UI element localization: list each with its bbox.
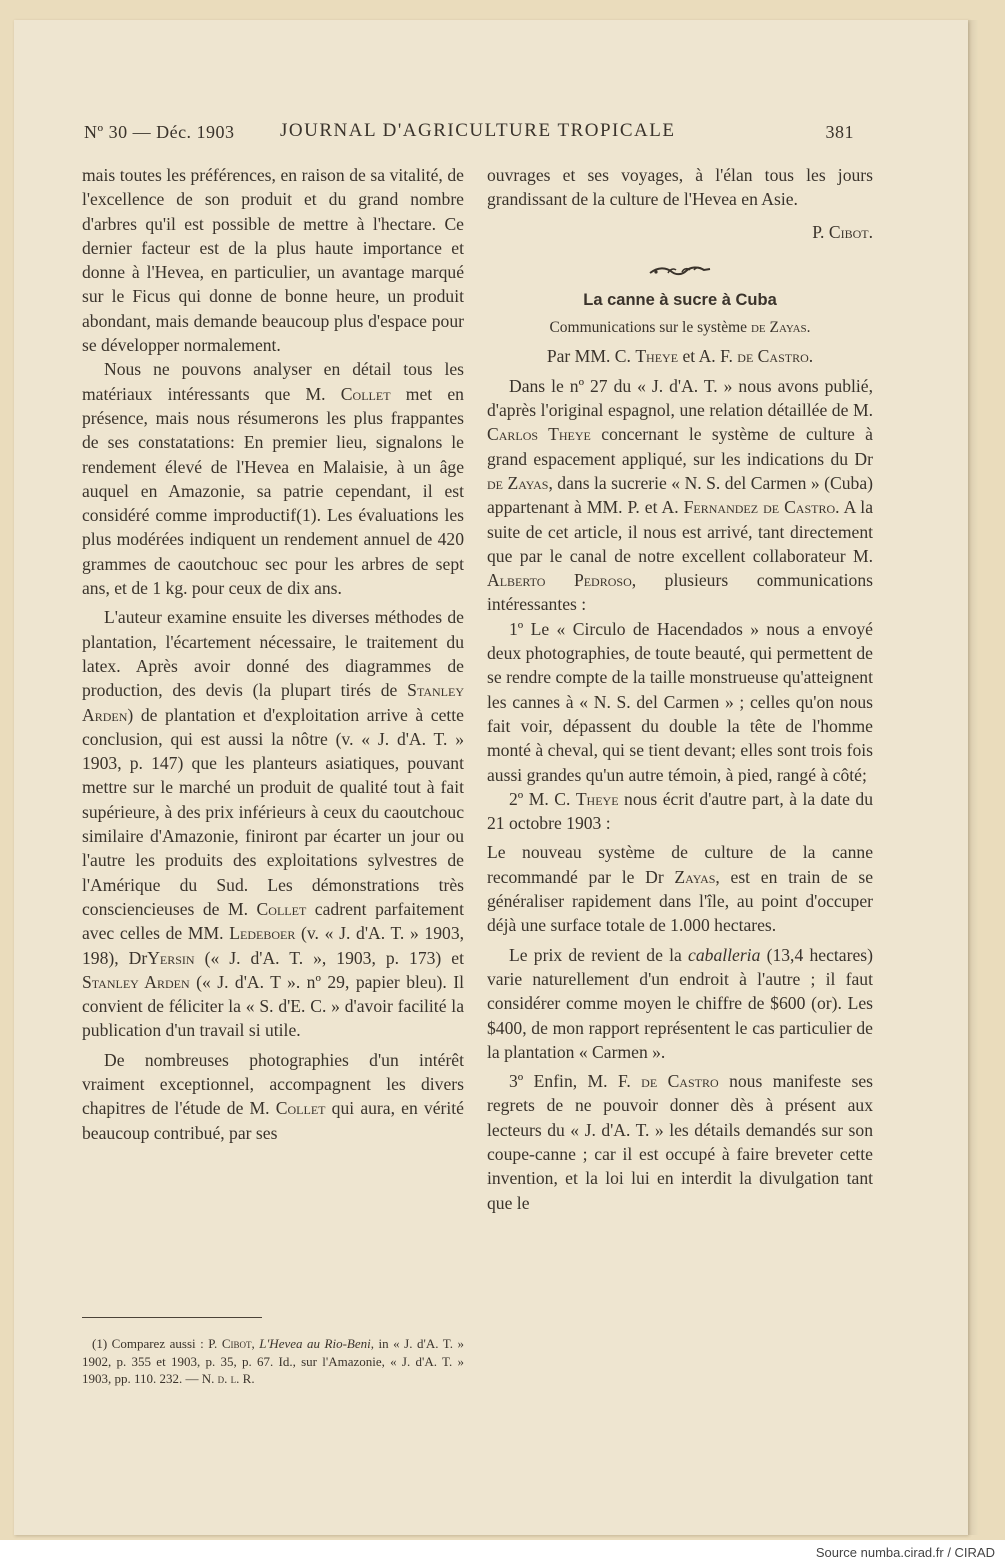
author-name: Theye xyxy=(575,788,619,809)
paragraph: 1º Le « Circulo de Hacendados » nous a envoyé deux photographies, de toute beauté, qui permettent de se rendre compte de la taille monstrueuse qu'atteignent les cannes à « N. S. del Carmen » ; celles qu'on nous fait voir, dépassent du double la tête de l'homme monté à cheval, qui se tient devant; elles sont trois fois aussi grandes qu'un autre témoin, à pied, rangé à côté; xyxy=(487,618,873,785)
author-name: de Castro xyxy=(641,1071,719,1092)
paragraph: Le prix de revient de la caballeria (13,4 hectares) varie naturellement d'un endroit à l'autre ; il faut considérer comme moyen le chiffre de $600 (or). Les $400, de mon rapport représentent le cas particulier de la plantation « Carmen ». xyxy=(487,944,873,1062)
paragraph: 2º M. C. Theye nous écrit d'autre part, à la date du 21 octobre 1903 : xyxy=(487,788,874,834)
author-name: Collet xyxy=(275,1098,326,1119)
signature: P. Cibot. xyxy=(812,221,873,242)
author-name: Fernandez de Castro xyxy=(683,497,836,518)
article-subtitle: Communications sur le système de Zayas. xyxy=(549,319,811,337)
article-title: La canne à sucre à Cuba xyxy=(583,290,777,309)
page-edge xyxy=(968,20,978,1535)
author-name: Alberto Pedroso xyxy=(487,570,632,591)
paragraph: De nombreuses photographies d'un intérêt vraiment exceptionnel, accompagnent les divers chapitres de l'étude de M. Collet qui aura, en vérité beaucoup contribué, par ses xyxy=(82,1049,464,1143)
source-credit: Source numba.cirad.fr / CIRAD xyxy=(815,1545,995,1560)
paragraph: 3º Enfin, M. F. de Castro nous manifeste ses regrets de ne pouvoir donner dès à présent aux lecteurs du « J. d'A. T. » les détails demandés sur son coupe-canne ; car il est occupé à faire breveter cette invention, et la loi lui en interdit la divulgation tant que le xyxy=(487,1071,873,1213)
footnote: (1) Comparez aussi : P. Cibot, L'Hevea au Rio-Beni, in « J. d'A. T. » 1902, p. 355 et 1903, p. 35, p. 67. Id., sur l'Amazonie, « J. d'A. T. » 1903, pp. 110. 232. — N. d. l. R. xyxy=(82,1336,465,1387)
footnote-rule xyxy=(82,1317,262,1318)
paragraph: mais toutes les préférences, en raison de sa vitalité, de l'excellence de son produit et du grand nombre d'arbres qu'il est possible de mettre à l'hectare. Ce dernier facteur est de la plus haute importance et donne à l'Hevea, en particulier, un avantage marqué sur le Ficus qui donne de bonne heure, un produit abondant, mais demande beaucoup plus d'espace pour se développer normalement. xyxy=(82,165,464,356)
left-column xyxy=(82,163,464,1145)
author-name: Zayas xyxy=(674,866,716,887)
paragraph: Le nouveau système de culture de la canne recommandé par le Dr Zayas, est en train de se généraliser rapidement dans l'île, au point d'occuper déjà une surface totale de 1.000 hectares. xyxy=(487,842,874,936)
author-name: Stanley Arden xyxy=(82,971,190,992)
journal-title: JOURNAL D'AGRICULTURE TROPICALE xyxy=(280,120,676,141)
ornament-icon xyxy=(487,260,873,276)
issue-label: Nº 30 — Déc. 1903 xyxy=(84,122,235,142)
paragraph: Nous ne pouvons analyser en détail tous les matériaux intéressants que M. Collet met en présence, mais nous résumerons les plus frappantes de ses constatations: En premier lieu, signalons le rendement élevé de l'Hevea en Malaisie, à un âge auquel en Amazonie, sa patrie cependant, il est considéré comme improductif(1). Les évaluations les plus modérées indiquent un rendement annuel de 420 grammes de caoutchouc sec pour les arbres de sept ans, et de 1 kg. pour ceux de dix ans. xyxy=(82,359,464,599)
right-column xyxy=(487,163,873,1215)
author-name: Stanley Arden xyxy=(82,680,464,725)
paragraph: L'auteur examine ensuite les diverses méthodes de plantation, l'écartement nécessaire, le traitement du latex. Après avoir donné des diagrammes de production, des devis (la plupart tirés de Stanley Arden) de plantation et d'exploitation arrive à cette conclusion, qui est aussi la nôtre (v. « J. d'A. T. » 1903, p. 147) que les planteurs asiatiques, pouvant mettre sur le marché un produit de qualité tout à fait supérieure, à des prix inférieurs à ceux du caoutchouc similaire d'Amazonie, finiront par écarter un jour ou l'autre les produits des exploitations sylvestres de l'Amérique du Sud. Les démonstrations très consciencieuses de M. Collet cadrent parfaitement avec celles de MM. Ledeboer (v. « J. d'A. T. » 1903, 198), DrYersin (« J. d'A. T. », 1903, p. 173) et Stanley Arden (« J. d'A. T ». nº 29, papier bleu). Il convient de féliciter la « S. d'E. C. » d'avoir facilité la publication d'un travail si utile. xyxy=(82,607,465,1041)
paragraph: Dans le nº 27 du « J. d'A. T. » nous avons publié, d'après l'original espagnol, une relation détaillée de M. Carlos Theye concernant le système de culture à grand espacement appliqué, sur les indications du Dr de Zayas, dans la sucrerie « N. S. del Carmen » (Cuba) appartenant à MM. P. et A. Fernandez de Castro. A la suite de cet article, il nous est arrivé, tant directement que par le canal de notre excellent collaborateur M. Alberto Pedroso, plusieurs communications intéressantes : xyxy=(487,375,873,615)
paragraph: ouvrages et ses voyages, à l'élan tous les jours grandissant de la culture de l'Hevea en Asie. xyxy=(487,165,873,210)
article-authors: Par MM. C. Theye et A. F. de Castro. xyxy=(546,346,814,367)
author-name: Collet xyxy=(256,898,307,919)
author-name: Carlos Theye xyxy=(487,424,591,445)
cited-title: L'Hevea au Rio-Beni xyxy=(259,1336,371,1351)
author-name: Ledeboer xyxy=(229,923,296,944)
page-number: 381 xyxy=(825,122,854,142)
running-header xyxy=(84,120,854,146)
author-name: de Zayas xyxy=(487,472,549,493)
author-name: Yersin xyxy=(147,947,195,968)
author-name: Cibot xyxy=(221,1336,252,1351)
author-name: Collet xyxy=(340,383,391,404)
